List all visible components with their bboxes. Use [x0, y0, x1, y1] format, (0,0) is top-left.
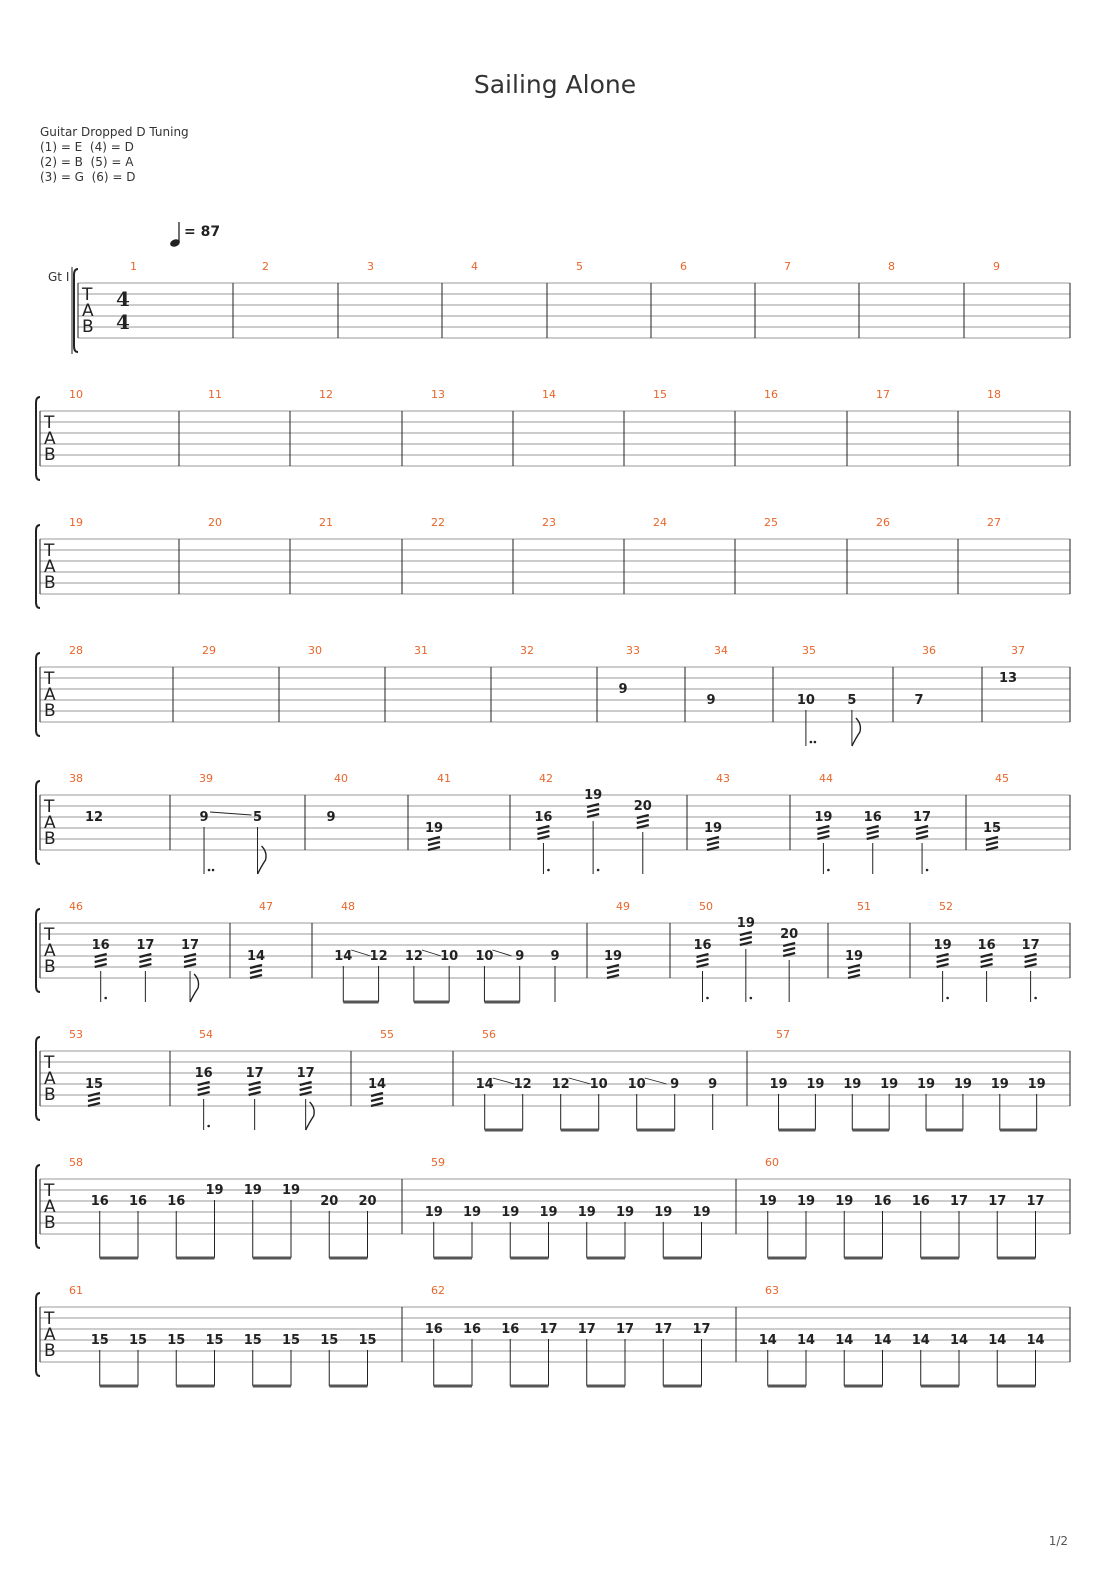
measure-number: 39: [199, 772, 213, 785]
fret-number: 16: [977, 938, 996, 953]
fret-number: 20: [358, 1194, 377, 1209]
fret-number: 14: [475, 1077, 494, 1092]
measure-number: 17: [876, 388, 890, 401]
fret-number: 16: [90, 1194, 109, 1209]
measure-number: 38: [69, 772, 83, 785]
tab-letter: B: [44, 1085, 56, 1105]
fret-number: 16: [501, 1322, 520, 1337]
tab-letter: A: [44, 1197, 56, 1217]
fret-number: 14: [796, 1333, 816, 1348]
tab-letter: A: [44, 429, 56, 449]
tremolo-stroke: [184, 954, 196, 957]
fret-number: 19: [835, 1194, 854, 1209]
fret-number: 5: [847, 693, 857, 708]
measure-number: 63: [765, 1284, 779, 1297]
tremolo-stroke: [95, 959, 107, 962]
measure-number: 27: [987, 516, 1001, 529]
fret-number: 16: [194, 1066, 213, 1081]
tuning-line: (3) = G (6) = D: [40, 170, 136, 184]
tremolo-stroke: [867, 826, 879, 829]
fret-number: 19: [843, 1077, 862, 1092]
measure-number: 59: [431, 1156, 445, 1169]
fret-number: 10: [796, 693, 815, 708]
slide-line: [645, 1078, 667, 1084]
tab-letter: B: [82, 317, 94, 337]
fret-number: 15: [320, 1333, 339, 1348]
measure-number: 53: [69, 1028, 83, 1041]
fret-number: 9: [670, 1077, 680, 1092]
tremolo-stroke: [300, 1082, 312, 1085]
measure-number: 58: [69, 1156, 83, 1169]
fret-number: 12: [369, 949, 388, 964]
measure-number: 36: [922, 644, 936, 657]
measure-number: 15: [653, 388, 667, 401]
fret-number: 17: [136, 938, 155, 953]
tempo-value: = 87: [184, 224, 221, 240]
tuning-line: (1) = E (4) = D: [40, 140, 134, 154]
system-bracket: [36, 525, 40, 608]
measure-number: 6: [680, 260, 687, 273]
dot: [946, 997, 949, 1000]
fret-number: 19: [844, 949, 864, 964]
measure-number: 14: [542, 388, 556, 401]
tremolo-stroke: [198, 1087, 210, 1090]
fret-number: 19: [584, 788, 603, 803]
fret-number: 14: [758, 1333, 777, 1348]
tremolo-stroke: [139, 954, 151, 957]
fret-number: 19: [990, 1077, 1009, 1092]
fret-number: 10: [627, 1077, 646, 1092]
tab-letter: T: [44, 413, 55, 433]
tremolo-stroke: [1025, 954, 1037, 957]
measure-number: 51: [857, 900, 871, 913]
fret-number: 19: [769, 1077, 788, 1092]
time-signature-top: 4: [116, 287, 130, 311]
tab-letter: A: [44, 1325, 56, 1345]
fret-number: 19: [933, 938, 952, 953]
tremolo-stroke: [937, 959, 949, 962]
fret-number: 15: [281, 1333, 301, 1348]
tremolo-stroke: [88, 1098, 100, 1101]
fret-number: 19: [953, 1077, 972, 1092]
tremolo-stroke: [981, 954, 993, 957]
time-signature-bottom: 4: [116, 310, 130, 334]
fret-number: 20: [320, 1194, 339, 1209]
dot: [827, 869, 830, 872]
tab-letter: T: [44, 1309, 55, 1329]
fret-number: 15: [358, 1333, 377, 1348]
system-bracket: [36, 1293, 40, 1376]
tremolo-stroke: [249, 1087, 261, 1090]
fret-number: 14: [367, 1077, 387, 1092]
measure-number: 1: [130, 260, 137, 273]
tab-letter: T: [44, 925, 55, 945]
tremolo-stroke: [707, 837, 719, 840]
tremolo-stroke: [707, 842, 719, 845]
fret-number: 16: [873, 1194, 892, 1209]
measure-number: 55: [380, 1028, 394, 1041]
tremolo-stroke: [637, 815, 649, 818]
fret-number: 16: [534, 810, 553, 825]
measure-number: 5: [576, 260, 583, 273]
tuning-name: Guitar Dropped D Tuning: [40, 125, 189, 139]
fret-number: 9: [199, 810, 209, 825]
tab-letter: B: [44, 957, 56, 977]
measure-number: 60: [765, 1156, 779, 1169]
measure-number: 52: [939, 900, 953, 913]
fret-number: 19: [758, 1194, 777, 1209]
fret-number: 17: [654, 1322, 673, 1337]
fret-number: 19: [736, 916, 755, 931]
fret-number: 9: [706, 693, 716, 708]
dot: [706, 997, 709, 1000]
dot: [814, 741, 817, 744]
fret-number: 16: [91, 938, 110, 953]
measure-number: 25: [764, 516, 778, 529]
fret-number: 9: [326, 810, 336, 825]
measure-number: 3: [367, 260, 374, 273]
tremolo-stroke: [783, 943, 795, 946]
fret-number: 15: [128, 1333, 148, 1348]
measure-number: 54: [199, 1028, 213, 1041]
fret-number: 16: [167, 1194, 186, 1209]
tab-letter: A: [44, 813, 56, 833]
tremolo-stroke: [139, 959, 151, 962]
tab-letter: B: [44, 573, 56, 593]
tremolo-stroke: [916, 831, 928, 834]
fret-number: 19: [880, 1077, 899, 1092]
fret-number: 20: [633, 799, 652, 814]
fret-number: 19: [654, 1205, 673, 1220]
fret-number: 19: [501, 1205, 520, 1220]
dot: [810, 741, 813, 744]
fret-number: 19: [1027, 1077, 1046, 1092]
fret-number: 16: [128, 1194, 148, 1209]
tremolo-stroke: [697, 954, 709, 957]
measure-number: 57: [776, 1028, 790, 1041]
tremolo-stroke: [250, 965, 262, 968]
fret-number: 19: [539, 1205, 558, 1220]
fret-number: 15: [90, 1333, 109, 1348]
dot: [212, 869, 215, 872]
measure-number: 47: [259, 900, 273, 913]
fret-number: 9: [708, 1077, 718, 1092]
tremolo-stroke: [697, 959, 709, 962]
measure-number: 41: [437, 772, 451, 785]
fret-number: 19: [424, 821, 444, 836]
fret-number: 17: [1021, 938, 1040, 953]
system-bracket: [36, 653, 40, 736]
tuning-line: (2) = B (5) = A: [40, 155, 134, 169]
measure-number: 12: [319, 388, 333, 401]
tremolo-stroke: [848, 970, 860, 973]
fret-number: 12: [84, 810, 104, 825]
measure-number: 46: [69, 900, 83, 913]
measure-number: 18: [987, 388, 1001, 401]
tremolo-stroke: [184, 959, 196, 962]
dot: [207, 1125, 210, 1128]
fret-number: 14: [949, 1333, 969, 1348]
tremolo-stroke: [587, 809, 599, 812]
tremolo-stroke: [371, 1098, 383, 1101]
tremolo-stroke: [848, 965, 860, 968]
tremolo-stroke: [250, 970, 262, 973]
fret-number: 14: [1026, 1333, 1045, 1348]
page-number: 1/2: [1048, 1534, 1068, 1548]
tremolo-stroke: [937, 954, 949, 957]
tremolo-stroke: [537, 826, 549, 829]
tab-letter: B: [44, 829, 56, 849]
fret-number: 16: [863, 810, 882, 825]
tremolo-stroke: [740, 932, 752, 935]
fret-number: 19: [424, 1205, 443, 1220]
measure-number: 56: [482, 1028, 496, 1041]
fret-number: 19: [703, 821, 723, 836]
measure-number: 4: [471, 260, 478, 273]
measure-number: 37: [1011, 644, 1025, 657]
tremolo-stroke: [95, 954, 107, 957]
tremolo-stroke: [783, 948, 795, 951]
tremolo-stroke: [981, 959, 993, 962]
fret-number: 16: [911, 1194, 930, 1209]
fret-number: 15: [167, 1333, 186, 1348]
fret-number: 10: [440, 949, 459, 964]
fret-number: 16: [693, 938, 712, 953]
fret-number: 13: [998, 671, 1018, 686]
fret-number: 9: [515, 949, 525, 964]
measure-number: 61: [69, 1284, 83, 1297]
dot: [926, 869, 929, 872]
fret-number: 12: [551, 1077, 570, 1092]
tremolo-stroke: [1025, 959, 1037, 962]
measure-number: 9: [993, 260, 1000, 273]
fret-number: 14: [911, 1333, 930, 1348]
measure-number: 62: [431, 1284, 445, 1297]
dot: [547, 869, 550, 872]
measure-number: 13: [431, 388, 445, 401]
measure-number: 20: [208, 516, 222, 529]
tremolo-stroke: [740, 937, 752, 940]
tremolo-stroke: [249, 1082, 261, 1085]
tremolo-stroke: [916, 826, 928, 829]
system-bracket: [74, 269, 78, 352]
measure-number: 2: [262, 260, 269, 273]
tab-letter: A: [44, 685, 56, 705]
tremolo-stroke: [637, 820, 649, 823]
measure-number: 8: [888, 260, 895, 273]
tab-letter: B: [44, 445, 56, 465]
measure-number: 26: [876, 516, 890, 529]
fret-number: 14: [835, 1333, 854, 1348]
fret-number: 12: [404, 949, 423, 964]
tremolo-stroke: [300, 1087, 312, 1090]
tab-letter: A: [44, 941, 56, 961]
fret-number: 7: [914, 693, 924, 708]
tab-letter: T: [44, 797, 55, 817]
measure-number: 21: [319, 516, 333, 529]
tab-letter: T: [44, 1181, 55, 1201]
fret-number: 17: [913, 810, 932, 825]
song-title: Sailing Alone: [473, 70, 637, 99]
fret-number: 10: [589, 1077, 608, 1092]
dot: [208, 869, 211, 872]
measure-number: 24: [653, 516, 667, 529]
tab-letter: B: [44, 701, 56, 721]
fret-number: 19: [243, 1183, 262, 1198]
measure-number: 44: [819, 772, 833, 785]
fret-number: 17: [539, 1322, 558, 1337]
measure-number: 10: [69, 388, 83, 401]
measure-number: 40: [334, 772, 348, 785]
system-bracket: [36, 781, 40, 864]
measure-number: 19: [69, 516, 83, 529]
slide-line: [351, 950, 370, 956]
fret-number: 10: [475, 949, 494, 964]
tab-letter: A: [44, 557, 56, 577]
measure-number: 32: [520, 644, 534, 657]
fret-number: 19: [814, 810, 833, 825]
tremolo-stroke: [428, 837, 440, 840]
tremolo-stroke: [537, 831, 549, 834]
fret-number: 14: [334, 949, 353, 964]
slide-line: [492, 950, 511, 956]
fret-number: 9: [550, 949, 560, 964]
fret-number: 17: [615, 1322, 635, 1337]
fret-number: 12: [513, 1077, 532, 1092]
fret-number: 17: [180, 938, 200, 953]
fret-number: 19: [806, 1077, 825, 1092]
system-bracket: [36, 1165, 40, 1248]
tremolo-stroke: [607, 965, 619, 968]
system-bracket: [36, 909, 40, 992]
fret-number: 20: [780, 927, 799, 942]
tremolo-stroke: [428, 842, 440, 845]
tremolo-stroke: [867, 831, 879, 834]
fret-number: 19: [205, 1183, 224, 1198]
measure-number: 16: [764, 388, 778, 401]
fret-number: 19: [692, 1205, 711, 1220]
tab-letter: T: [44, 541, 55, 561]
tremolo-stroke: [986, 842, 998, 845]
fret-number: 16: [462, 1322, 482, 1337]
fret-number: 15: [982, 821, 1002, 836]
measure-number: 43: [716, 772, 730, 785]
tab-letter: A: [44, 1069, 56, 1089]
fret-number: 17: [577, 1322, 596, 1337]
fret-number: 9: [618, 682, 628, 697]
fret-number: 19: [577, 1205, 596, 1220]
dot: [104, 997, 107, 1000]
tab-letter: B: [44, 1341, 56, 1361]
fret-number: 5: [253, 810, 263, 825]
fret-number: 17: [988, 1194, 1007, 1209]
measure-number: 42: [539, 772, 553, 785]
tab-letter: B: [44, 1213, 56, 1233]
fret-number: 17: [245, 1066, 264, 1081]
tremolo-stroke: [607, 970, 619, 973]
fret-number: 17: [1026, 1194, 1045, 1209]
fret-number: 16: [424, 1322, 443, 1337]
tremolo-stroke: [817, 831, 829, 834]
measure-number: 34: [714, 644, 728, 657]
tremolo-stroke: [817, 826, 829, 829]
measure-number: 30: [308, 644, 322, 657]
fret-number: 19: [796, 1194, 816, 1209]
system-bracket: [36, 397, 40, 480]
tab-letter: A: [82, 301, 94, 321]
tab-letter: T: [44, 1053, 55, 1073]
measure-number: 48: [341, 900, 355, 913]
fret-number: 14: [246, 949, 266, 964]
slide-line: [422, 950, 441, 956]
dot: [750, 997, 753, 1000]
measure-number: 29: [202, 644, 216, 657]
fret-number: 19: [916, 1077, 936, 1092]
tab-letter: T: [82, 285, 93, 305]
fret-number: 19: [603, 949, 623, 964]
slide-line: [210, 812, 252, 815]
measure-number: 28: [69, 644, 83, 657]
measure-number: 33: [626, 644, 640, 657]
measure-number: 49: [616, 900, 630, 913]
measure-number: 31: [414, 644, 428, 657]
tremolo-stroke: [986, 837, 998, 840]
slide-line: [493, 1078, 515, 1084]
measure-number: 45: [995, 772, 1009, 785]
fret-number: 19: [281, 1183, 301, 1198]
dot: [1034, 997, 1037, 1000]
fret-number: 17: [949, 1194, 969, 1209]
fret-number: 14: [988, 1333, 1007, 1348]
system-bracket: [36, 1037, 40, 1120]
measure-number: 22: [431, 516, 445, 529]
fret-number: 19: [462, 1205, 482, 1220]
measure-number: 50: [699, 900, 713, 913]
dot: [597, 869, 600, 872]
measure-number: 11: [208, 388, 222, 401]
fret-number: 14: [873, 1333, 892, 1348]
slide-line: [569, 1078, 591, 1084]
measure-number: 7: [784, 260, 791, 273]
tremolo-stroke: [371, 1093, 383, 1096]
fret-number: 17: [692, 1322, 711, 1337]
fret-number: 15: [84, 1077, 104, 1092]
measure-number: 35: [802, 644, 816, 657]
fret-number: 15: [205, 1333, 224, 1348]
tab-letter: T: [44, 669, 55, 689]
fret-number: 17: [296, 1066, 315, 1081]
measure-number: 23: [542, 516, 556, 529]
tremolo-stroke: [198, 1082, 210, 1085]
tremolo-stroke: [587, 804, 599, 807]
fret-number: 15: [243, 1333, 262, 1348]
track-label: Gt I: [48, 270, 70, 284]
fret-number: 19: [615, 1205, 635, 1220]
tremolo-stroke: [88, 1093, 100, 1096]
